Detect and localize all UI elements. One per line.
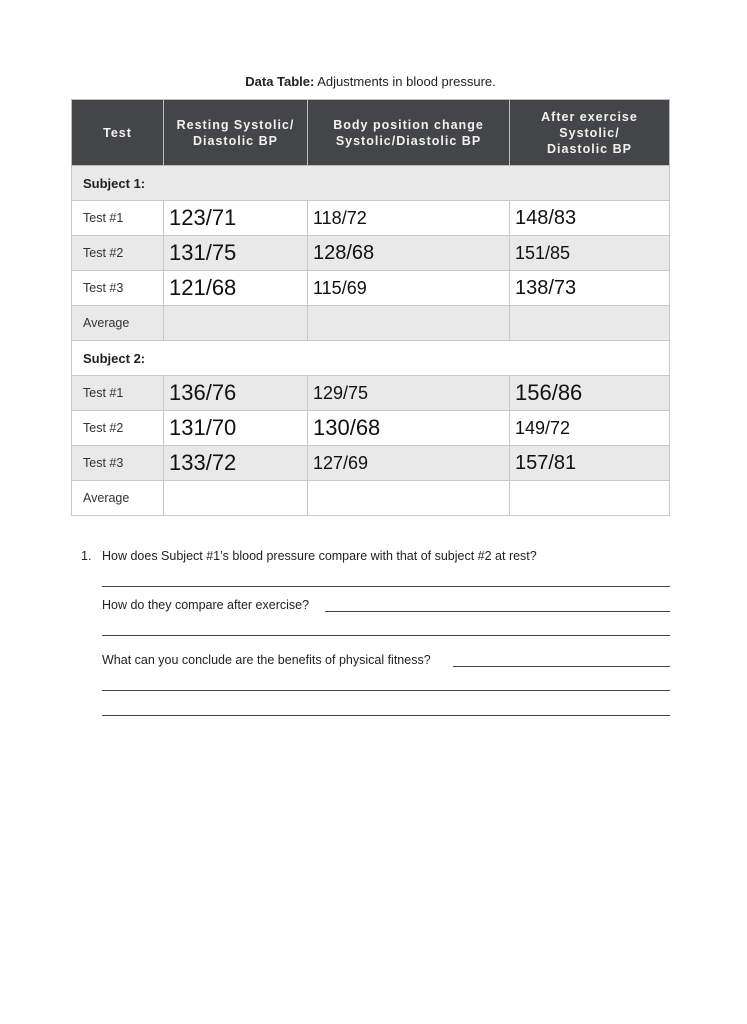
- question-3-text: What can you conclude are the benefits of physical fitness?: [102, 653, 431, 667]
- header-resting: [164, 100, 308, 166]
- header-resting-line1: Resting Systolic/: [176, 117, 295, 132]
- test-label: Test #2: [72, 236, 164, 271]
- subject-row: [72, 341, 670, 376]
- body-position-value[interactable]: [308, 236, 510, 271]
- header-body-line1: Body position change: [333, 117, 484, 132]
- header-exercise-line1: After exercise: [541, 109, 638, 124]
- header-resting-line2: Diastolic BP: [193, 133, 278, 148]
- body-value-text: 129/75: [313, 382, 369, 403]
- exercise-value-text: 156/86: [515, 380, 583, 405]
- body-value-text: 115/69: [313, 277, 367, 298]
- table-caption: [0, 74, 741, 89]
- answer-line-6[interactable]: [102, 715, 670, 716]
- exercise-value-text: 148/83: [515, 206, 577, 229]
- resting-average-cell[interactable]: [164, 306, 308, 341]
- exercise-average-cell[interactable]: [510, 306, 670, 341]
- blood-pressure-table: [71, 99, 670, 516]
- header-test: Test: [72, 100, 164, 166]
- body-average-cell[interactable]: [308, 481, 510, 516]
- answer-line-2[interactable]: [325, 611, 670, 612]
- body-position-value[interactable]: [308, 411, 510, 446]
- average-label: Average: [72, 306, 164, 341]
- exercise-value-text: 151/85: [515, 242, 571, 263]
- resting-average-cell[interactable]: [164, 481, 308, 516]
- question-2-text: How do they compare after exercise?: [102, 598, 310, 612]
- table-row: [72, 376, 670, 411]
- resting-value-text: 123/71: [169, 205, 237, 230]
- exercise-value[interactable]: [510, 236, 670, 271]
- answer-line-3[interactable]: [102, 635, 670, 636]
- question-number: 1.: [81, 549, 92, 563]
- resting-value[interactable]: [164, 446, 308, 481]
- answer-line-1[interactable]: [102, 586, 670, 587]
- header-body-line2: Systolic/Diastolic BP: [335, 133, 482, 148]
- header-after-exercise: [510, 100, 670, 166]
- exercise-value[interactable]: [510, 376, 670, 411]
- resting-value[interactable]: [164, 376, 308, 411]
- resting-value[interactable]: [164, 236, 308, 271]
- exercise-value[interactable]: [510, 411, 670, 446]
- table-row: [72, 446, 670, 481]
- table-row: [72, 271, 670, 306]
- resting-value-text: 133/72: [169, 450, 237, 475]
- table-row: [72, 236, 670, 271]
- answer-line-5[interactable]: [102, 690, 670, 691]
- exercise-value-text: 149/72: [515, 417, 571, 438]
- exercise-value[interactable]: [510, 446, 670, 481]
- resting-value[interactable]: [164, 271, 308, 306]
- test-label: Test #3: [72, 271, 164, 306]
- caption-text: Adjustments in blood pressure.: [314, 74, 496, 89]
- resting-value[interactable]: [164, 411, 308, 446]
- caption-bold: Data Table:: [245, 74, 315, 89]
- average-label: Average: [72, 481, 164, 516]
- body-value-text: 128/68: [313, 241, 375, 264]
- table-row: [72, 411, 670, 446]
- subject-row: [72, 166, 670, 201]
- average-row: [72, 481, 670, 516]
- resting-value[interactable]: [164, 201, 308, 236]
- body-position-value[interactable]: [308, 271, 510, 306]
- test-label: Test #1: [72, 201, 164, 236]
- test-label: Test #3: [72, 446, 164, 481]
- exercise-value-text: 138/73: [515, 276, 577, 299]
- exercise-value[interactable]: [510, 271, 670, 306]
- resting-value-text: 131/70: [169, 415, 237, 440]
- resting-value-text: 121/68: [169, 275, 237, 300]
- body-average-cell[interactable]: [308, 306, 510, 341]
- body-position-value[interactable]: [308, 376, 510, 411]
- table-row: [72, 201, 670, 236]
- test-label: Test #1: [72, 376, 164, 411]
- exercise-average-cell[interactable]: [510, 481, 670, 516]
- subject-2-label: Subject 2:: [72, 341, 670, 376]
- header-body-position: [308, 100, 510, 166]
- exercise-value[interactable]: [510, 201, 670, 236]
- body-position-value[interactable]: [308, 446, 510, 481]
- average-row: [72, 306, 670, 341]
- body-value-text: 118/72: [313, 207, 367, 228]
- resting-value-text: 136/76: [169, 380, 237, 405]
- header-row: [72, 100, 670, 166]
- body-value-text: 130/68: [313, 415, 381, 440]
- header-exercise-line3: Diastolic BP: [547, 141, 632, 156]
- subject-1-label: Subject 1:: [72, 166, 670, 201]
- header-exercise-line2: Systolic/: [559, 125, 620, 140]
- body-position-value[interactable]: [308, 201, 510, 236]
- body-value-text: 127/69: [313, 452, 369, 473]
- answer-line-4[interactable]: [453, 666, 670, 667]
- resting-value-text: 131/75: [169, 240, 237, 265]
- question-1-text: How does Subject #1’s blood pressure compare with that of subject #2 at rest?: [102, 549, 537, 563]
- test-label: Test #2: [72, 411, 164, 446]
- exercise-value-text: 157/81: [515, 451, 577, 474]
